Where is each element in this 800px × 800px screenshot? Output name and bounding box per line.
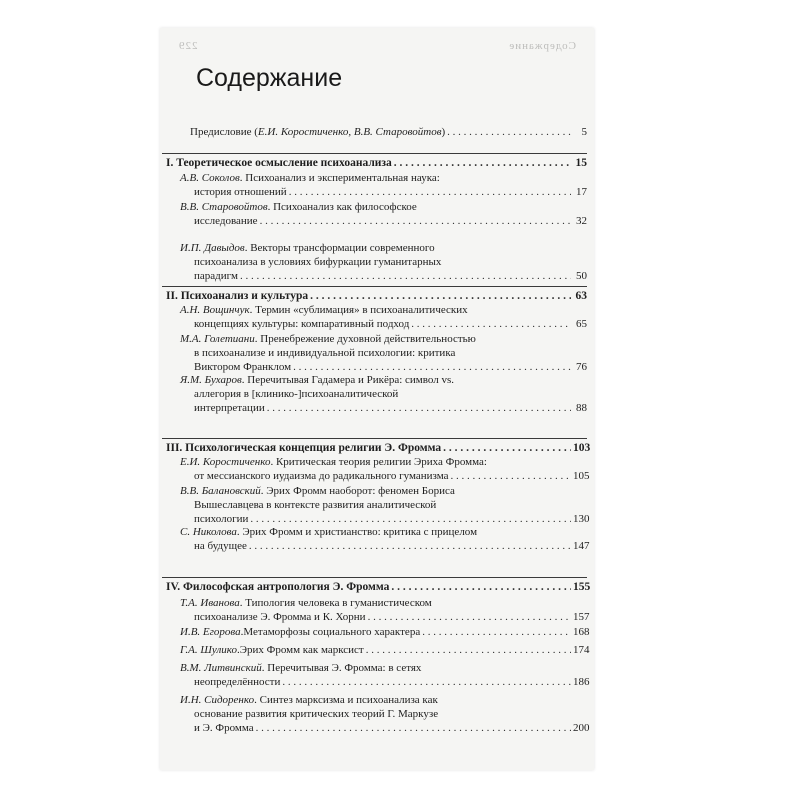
entry-author: М.А. Голетиани: [180, 333, 255, 345]
entry-title-line: психоанализе Э. Фромма и К. Хорни: [194, 611, 366, 623]
entry-title-line: Эрих Фромм как марксист: [239, 644, 364, 656]
section-title: IV. Философская антропология Э. Фромма: [166, 581, 390, 593]
entry-title-line: Виктором Франклом: [194, 361, 292, 373]
entry-title-line: Синтез марксизма и психоанализа как: [259, 694, 438, 706]
entry-title-line: Термин «сублимация» в психоаналитических: [255, 304, 468, 316]
page-number: 63: [575, 290, 587, 302]
toc-entry: В.В. Балановский. Эрих Фромм наоборот: феномен Бориса Вышеславцева в контексте развития аналитической психологии . . . 130: [180, 484, 587, 526]
show-through-text: Содержание 229: [178, 40, 576, 52]
entry-title-line: аллегория в [клинико-]психоаналитической: [194, 388, 399, 400]
entry-author: В.В. Балановский: [180, 485, 261, 497]
entry-title-line: Перечитывая Гадамера и Рикёра: символ vs.: [247, 374, 454, 386]
entry-author: И.П. Давыдов: [180, 242, 245, 254]
page-title: Содержание: [196, 64, 343, 92]
entry-author: Г.А. Шулико: [180, 644, 237, 656]
table-of-contents: [160, 28, 594, 770]
preface-entry: [190, 125, 587, 139]
toc-entry: И.Н. Сидоренко. Синтез марксизма и психоанализа как основание развития критических теорий Г. Маркузе и Э. Фромма . . . 200: [180, 693, 587, 735]
toc-entry: М.А. Голетиани. Пренебрежение духовной действительностью в психоанализе и индивидуальной психологии: критика Виктором Франклом . . . 76: [180, 332, 587, 374]
entry-title-line: на будущее: [194, 540, 247, 552]
entry-author: Т.А. Иванова: [180, 597, 240, 609]
entry-title-line: концепциях культуры: компаративный подход: [194, 318, 410, 330]
section-heading: [166, 156, 587, 170]
entry-title-line: Эрих Фромм и христианство: критика с прицелом: [242, 526, 478, 538]
toc-entry: А.Н. Вощинчук. Термин «сублимация» в психоаналитических концепциях культуры: компаративный подход . . . 65: [180, 303, 587, 331]
section-divider: [162, 438, 587, 439]
entry-title-line: в психоанализе и индивидуальной психологии: критика: [194, 347, 456, 359]
page-number: 186: [573, 676, 590, 688]
page-number: 174: [573, 644, 590, 656]
entry-author: И.В. Егорова: [180, 626, 241, 638]
entry-title-line: парадигм: [194, 270, 238, 282]
entry-author: Я.М. Бухаров: [180, 374, 242, 386]
section-divider: [162, 286, 587, 287]
page-number: 155: [573, 581, 591, 593]
page-number: 50: [576, 270, 587, 282]
entry-title-line: исследование: [194, 215, 258, 227]
entry-author: В.М. Литвинский: [180, 662, 262, 674]
entry-title-line: Вышеславцева в контексте развития аналитической: [194, 499, 437, 511]
section-heading: [166, 441, 591, 455]
section-title: III. Психологическая концепция религии Э. Фромма: [166, 442, 442, 454]
preface-label: Предисловие (Е.И. Коростиченко, В.В. Старовойтов): [190, 126, 446, 138]
entry-title-line: Эрих Фромм наоборот: феномен Бориса: [266, 485, 455, 497]
section-title: I. Теоретическое осмысление психоанализа: [166, 157, 392, 169]
page-number: 157: [573, 611, 590, 623]
entry-title-line: основание развития критических теорий Г. Маркузе: [194, 708, 439, 720]
entry-title-line: психоанализа в условиях бифуркации гуманитарных: [194, 256, 442, 268]
entry-author: А.Н. Вощинчук: [180, 304, 250, 316]
entry-title-line: Типология человека в гуманистическом: [245, 597, 432, 609]
entry-author: С. Николова: [180, 526, 237, 538]
page-number: 65: [576, 318, 587, 330]
entry-title-line: неопределённости: [194, 676, 281, 688]
book-page: [160, 28, 594, 770]
page-number: 130: [573, 513, 590, 525]
entry-title-line: психологии: [194, 513, 249, 525]
page-number: 147: [573, 540, 590, 552]
entry-author: Е.И. Коростиченко: [180, 456, 271, 468]
entry-title-line: интерпретации: [194, 402, 265, 414]
entry-title-line: Метаморфозы социального характера: [243, 626, 421, 638]
page-number: 17: [576, 186, 587, 198]
toc-entry: Е.И. Коростиченко. Критическая теория религии Эриха Фромма: от мессианского иудаизма до радикального гуманизма . . . 105: [180, 455, 587, 483]
entry-title-line: от мессианского иудаизма до радикального гуманизма: [194, 470, 449, 482]
page-number: 105: [573, 470, 590, 482]
page-number: 15: [575, 157, 587, 169]
entry-title-line: и Э. Фромма: [194, 722, 254, 734]
page-number: 5: [581, 126, 587, 138]
page-number: 88: [576, 402, 587, 414]
entry-title-line: Перечитывая Э. Фромма: в сетях: [267, 662, 422, 674]
section-heading: [166, 289, 587, 303]
entry-title-line: Пренебрежение духовной действительностью: [260, 333, 476, 345]
section-divider: [162, 153, 587, 154]
page-number: 32: [576, 215, 587, 227]
entry-title-line: Психоанализ и экспериментальная наука:: [245, 172, 440, 184]
toc-entry: В.М. Литвинский. Перечитывая Э. Фромма: в сетях неопределённости . . . 186: [180, 661, 587, 689]
toc-entry: И.П. Давыдов. Векторы трансформации современного психоанализа в условиях бифуркации гуманитарных парадигм . . . 50: [180, 241, 587, 283]
toc-entry: И.В. Егорова . Метаморфозы социального характера . . . 168: [180, 625, 587, 639]
section-title: II. Психоанализ и культура: [166, 290, 309, 302]
page-number: 168: [573, 626, 590, 638]
entry-title-line: Критическая теория религии Эриха Фромма:: [275, 456, 487, 468]
toc-entry: Я.М. Бухаров. Перечитывая Гадамера и Рикёра: символ vs. аллегория в [клинико-]психоаналитической интерпретации . . . 88: [180, 373, 587, 415]
entry-author: И.Н. Сидоренко: [180, 694, 255, 706]
page-number: 76: [576, 361, 587, 373]
page-number: 200: [573, 722, 590, 734]
entry-title-line: Векторы трансформации современного: [250, 242, 435, 254]
page-number: 103: [573, 442, 591, 454]
toc-entry: В.В. Старовойтов. Психоанализ как философское исследование . . . 32: [180, 200, 587, 228]
toc-entry: Т.А. Иванова. Типология человека в гуманистическом психоанализе Э. Фромма и К. Хорни . . . 157: [180, 596, 587, 624]
section-divider: [162, 577, 587, 578]
entry-author: В.В. Старовойтов: [180, 201, 268, 213]
toc-entry: С. Николова. Эрих Фромм и христианство: критика с прицелом на будущее . . . 147: [180, 525, 587, 553]
toc-entry: Г.А. Шулико . Эрих Фромм как марксист . . . 174: [180, 643, 587, 657]
entry-title-line: Психоанализ как философское: [273, 201, 417, 213]
entry-title-line: история отношений: [194, 186, 287, 198]
section-heading: [166, 580, 591, 594]
toc-entry: А.В. Соколов. Психоанализ и экспериментальная наука: история отношений . . . 17: [180, 171, 587, 199]
entry-author: А.В. Соколов: [180, 172, 240, 184]
